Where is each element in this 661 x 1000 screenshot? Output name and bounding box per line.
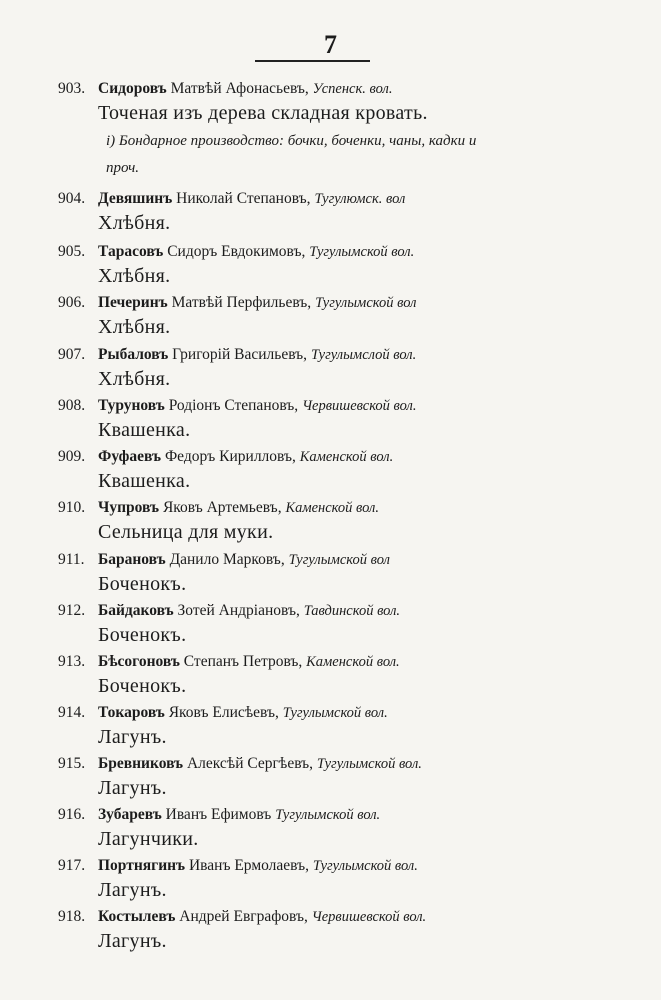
entry-given-names: Николай Степановъ,: [176, 190, 311, 207]
entry-place: Тугулымской вол.: [275, 807, 381, 823]
entry-given-names: Яковъ Елисѣевъ,: [168, 704, 279, 721]
entry-surname: Портнягинъ: [98, 857, 186, 874]
entry-surname: Барановъ: [98, 551, 166, 568]
entry-place: Тугулымской вол.: [282, 705, 388, 721]
entry-given-names: Матвѣй Перфильевъ,: [171, 294, 312, 311]
entry-911: [0, 551, 661, 596]
entry-915: [0, 755, 661, 800]
entry-place: Червишевской вол.: [302, 398, 417, 414]
category-line-2: проч.: [106, 160, 140, 176]
entry-surname: Костылевъ: [98, 908, 176, 925]
entry-place: Тугулымслой вол.: [310, 347, 417, 363]
entry-number: 917.: [58, 857, 86, 874]
entry-given-names: Яковъ Артемьевъ,: [162, 499, 282, 516]
entry-item: Хлѣбня.: [98, 265, 171, 287]
entry-917: [0, 857, 661, 902]
entry-number: 905.: [58, 243, 86, 260]
entry-item: Лагунъ.: [98, 879, 167, 901]
entry-903: [0, 80, 661, 125]
category-heading: [106, 128, 576, 182]
entry-place: Червишевской вол.: [311, 909, 427, 925]
entry-surname: Туруновъ: [98, 397, 165, 414]
entry-item: Боченокъ.: [98, 573, 187, 595]
category-line-1: і) Бондарное производство: бочки, боченки, чаны, кадки и: [106, 133, 477, 149]
entry-surname: Бѣсогоновъ: [98, 653, 180, 670]
entry-number: 913.: [58, 653, 86, 670]
entry-surname: Байдаковъ: [98, 602, 174, 619]
entry-item: Хлѣбня.: [98, 368, 171, 390]
entry-number: 910.: [58, 499, 86, 516]
entry-number: 911.: [58, 551, 85, 568]
entry-given-names: Сидоръ Евдокимовъ,: [167, 243, 306, 260]
entry-item: Боченокъ.: [98, 675, 187, 697]
entry-number: 906.: [58, 294, 86, 311]
entry-item: Квашенка.: [98, 470, 191, 492]
entry-916: [0, 806, 661, 851]
entry-given-names: Матвѣй Афонасьевъ,: [170, 80, 309, 97]
entry-surname: Сидоровъ: [98, 80, 167, 97]
entry-number: 903.: [58, 80, 86, 97]
entry-given-names: Алексѣй Сергѣевъ,: [186, 755, 314, 772]
entry-given-names: Степанъ Петровъ,: [183, 653, 303, 670]
entry-number: 904.: [58, 190, 86, 207]
entry-surname: Чупровъ: [98, 499, 160, 516]
entry-number: 912.: [58, 602, 86, 619]
entry-surname: Токаровъ: [98, 704, 165, 721]
entry-place: Тавдинской вол.: [303, 603, 401, 619]
entry-913: [0, 653, 661, 698]
entry-item: Хлѣбня.: [98, 316, 171, 338]
entry-number: 909.: [58, 448, 86, 465]
entry-item: Квашенка.: [98, 419, 191, 441]
entry-given-names: Андрей Евграфовъ,: [179, 908, 308, 925]
entry-given-names: Данило Марковъ,: [169, 551, 285, 568]
entry-item: Лагунъ.: [98, 930, 167, 952]
entry-912: [0, 602, 661, 647]
entry-surname: Тарасовъ: [98, 243, 164, 260]
entry-number: 918.: [58, 908, 86, 925]
entry-place: Тугулымской вол.: [312, 858, 418, 874]
entry-number: 916.: [58, 806, 86, 823]
page-number: 7: [324, 30, 337, 59]
entry-surname: Печеринъ: [98, 294, 168, 311]
entry-place: Тугулымской вол: [288, 552, 390, 568]
entry-surname: Зубаревъ: [98, 806, 162, 823]
entry-918: [0, 908, 661, 953]
entry-place: Тугулымской вол.: [309, 244, 415, 260]
entry-given-names: Иванъ Ефимовъ: [165, 806, 272, 823]
entry-given-names: Иванъ Ермолаевъ,: [188, 857, 309, 874]
entry-number: 915.: [58, 755, 86, 772]
entry-surname: Бревниковъ: [98, 755, 184, 772]
entry-item: Лагунъ.: [98, 777, 167, 799]
entry-place: Успенск. вол.: [312, 81, 393, 97]
entry-number: 907.: [58, 346, 86, 363]
entry-place: Тугулымской вол: [315, 295, 417, 311]
entry-place: Каменской вол.: [306, 654, 400, 670]
entry-906: [0, 294, 661, 339]
entry-item: Лагунчики.: [98, 828, 199, 850]
entry-place: Каменской вол.: [285, 500, 379, 516]
entry-914: [0, 704, 661, 749]
entry-place: Тугулюмск. вол: [314, 191, 406, 207]
entry-given-names: Родіонъ Степановъ,: [168, 397, 299, 414]
entry-908: [0, 397, 661, 442]
entry-number: 914.: [58, 704, 86, 721]
entry-place: Каменской вол.: [299, 449, 394, 465]
entry-surname: Фуфаевъ: [98, 448, 162, 465]
entry-given-names: Зотей Андріановъ,: [177, 602, 300, 619]
entry-given-names: Григорій Васильевъ,: [172, 346, 308, 363]
entry-905: [0, 243, 661, 288]
entry-904: [0, 190, 661, 235]
entry-907: [0, 346, 661, 391]
entry-place: Тугулымской вол.: [316, 756, 422, 772]
entry-item: Лагунъ.: [98, 726, 167, 748]
entry-item: Боченокъ.: [98, 624, 187, 646]
entry-given-names: Федоръ Кирилловъ,: [164, 448, 296, 465]
entry-item: Сельница для муки.: [98, 521, 274, 543]
entry-number: 908.: [58, 397, 86, 414]
entry-surname: Девяшинъ: [98, 190, 173, 207]
entry-909: [0, 448, 661, 493]
entry-item: Точеная изъ дерева складная кровать.: [98, 102, 428, 124]
entry-surname: Рыбаловъ: [98, 346, 169, 363]
entry-item: Хлѣбня.: [98, 212, 171, 234]
header-rule: [255, 60, 370, 62]
entry-910: [0, 499, 661, 544]
